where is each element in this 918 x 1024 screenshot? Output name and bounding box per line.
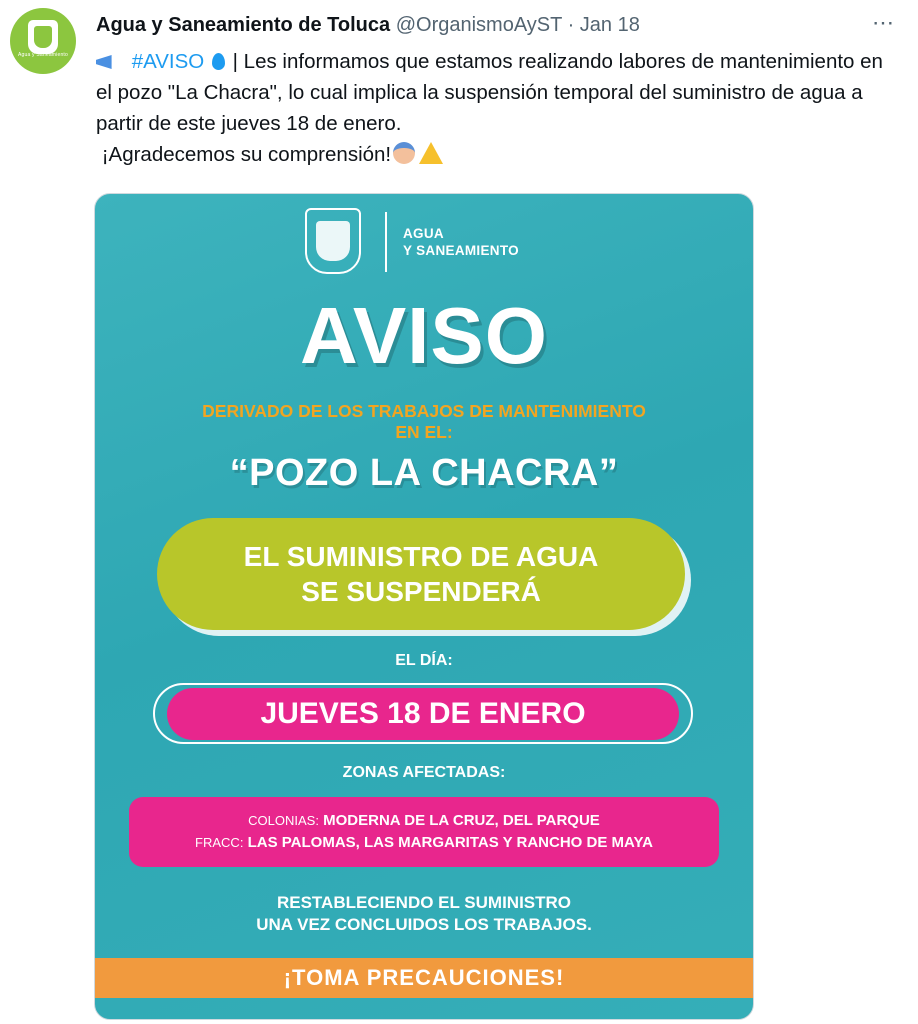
- restableciendo-line1: RESTABLECIENDO EL SUMINISTRO: [276, 893, 572, 912]
- toluca-crest-icon: [305, 208, 361, 274]
- more-options-icon[interactable]: ⋯: [872, 10, 895, 35]
- header-separator: ·: [567, 14, 575, 36]
- tweet-text-body: | Les informamos que estamos realizando labores de mantenimiento en el pozo "La Chacra", lo cual implica la suspensión temporal del suministro de agua a partir de este jueves 18 de enero.: [96, 50, 883, 135]
- avatar-seal-icon: [28, 20, 58, 54]
- zones-box: [129, 797, 719, 867]
- precautions-banner: ¡TOMA PRECAUCIONES!: [95, 958, 753, 998]
- worker-icon: [393, 142, 415, 164]
- colonias-label: COLONIAS:: [248, 813, 319, 828]
- poster-image[interactable]: [94, 193, 754, 1020]
- poster-title: AVISO: [299, 291, 548, 380]
- tweet-text: [96, 46, 886, 170]
- suministro-line1: EL SUMINISTRO DE AGUA: [243, 541, 599, 572]
- restableciendo-line2: UNA VEZ CONCLUIDOS LOS TRABAJOS.: [256, 915, 592, 934]
- author-name[interactable]: Agua y Saneamiento de Toluca: [96, 14, 391, 36]
- restableciendo-text: [95, 892, 753, 936]
- megaphone-icon: [96, 55, 122, 69]
- fracc-value: LAS PALOMAS, LAS MARGARITAS Y RANCHO DE MAYA: [247, 834, 653, 851]
- date-pill: JUEVES 18 DE ENERO: [167, 688, 679, 740]
- warning-icon: [419, 142, 443, 164]
- colonias-line: [248, 810, 600, 832]
- suministro-pill: [157, 518, 685, 630]
- poster-logo: [305, 208, 565, 278]
- avatar[interactable]: [10, 8, 76, 74]
- suministro-line2: SE SUSPENDERÁ: [301, 576, 541, 607]
- fracc-line: [195, 832, 653, 854]
- fracc-label: FRACC:: [195, 835, 244, 850]
- water-drop-icon: [212, 53, 225, 70]
- logo-line1: AGUA: [403, 226, 444, 241]
- author-handle[interactable]: @OrganismoAyST: [395, 14, 562, 36]
- derivado-text: [95, 401, 753, 443]
- zonas-label: ZONAS AFECTADAS:: [342, 764, 506, 781]
- pozo-name: “POZO LA CHACRA”: [229, 452, 619, 494]
- logo-divider: [385, 212, 387, 272]
- colonias-value: MODERNA DE LA CRUZ, DEL PARQUE: [323, 812, 600, 829]
- derivado-line1: DERIVADO DE LOS TRABAJOS DE MANTENIMIENTO: [202, 401, 646, 421]
- tweet-date[interactable]: Jan 18: [579, 14, 640, 36]
- logo-text: [403, 225, 519, 259]
- tweet-header: [96, 14, 640, 37]
- logo-line2: Y SANEAMIENTO: [403, 243, 519, 258]
- avatar-caption: Agua y Saneamiento: [17, 52, 69, 58]
- tweet-text-thanks: ¡Agradecemos su comprensión!: [101, 143, 392, 166]
- hashtag-link[interactable]: #AVISO: [131, 50, 205, 73]
- el-dia-label: EL DÍA:: [395, 652, 453, 669]
- derivado-line2: EN EL:: [395, 422, 453, 442]
